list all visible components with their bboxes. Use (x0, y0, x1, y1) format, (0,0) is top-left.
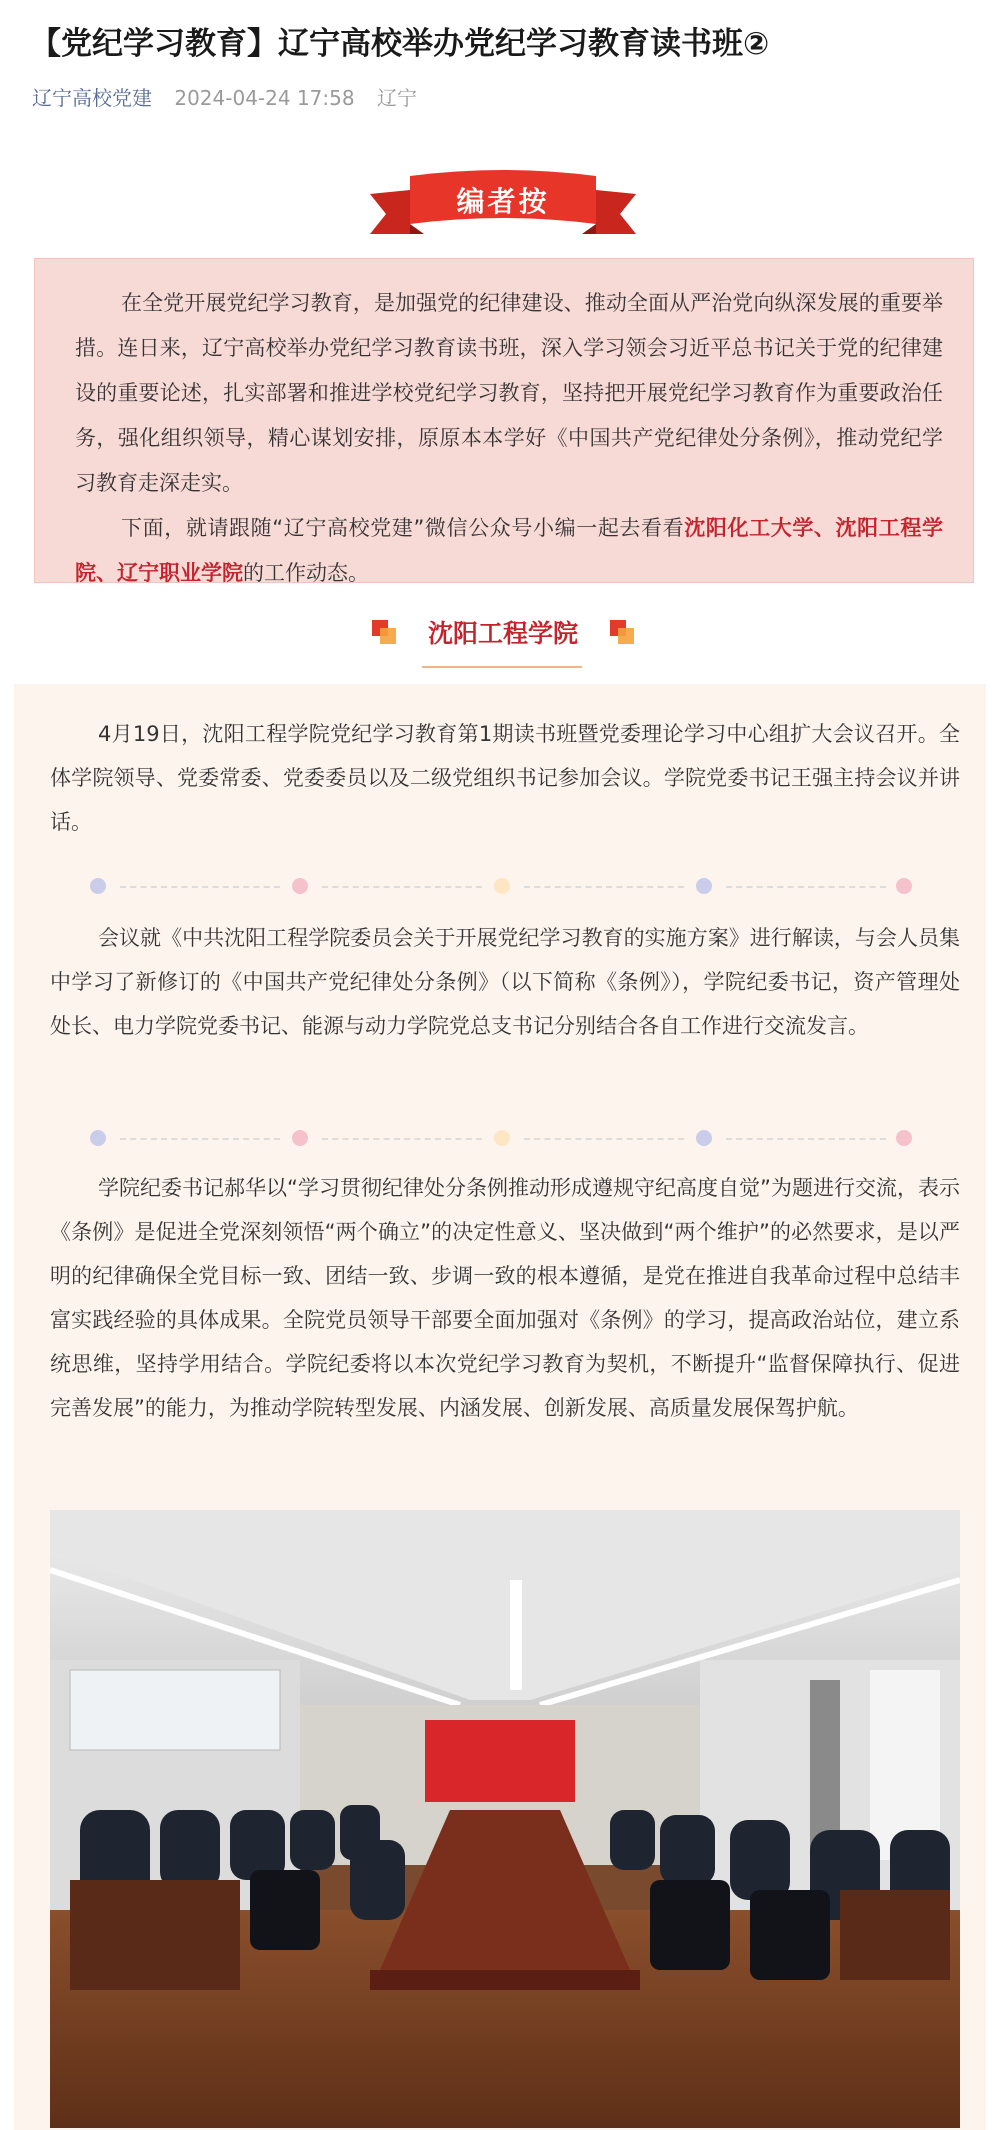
body-paragraph-1: 4月19日，沈阳工程学院党纪学习教育第1期读书班暨党委理论学习中心组扩大会议召开。全体学院领导、党委常委、党委委员以及二级党组织书记参加会议。学院党委书记王强主持会议并讲话。 (50, 722, 960, 834)
publish-datetime: 2024-04-24 17:58 (174, 86, 355, 110)
editor-note-ribbon (370, 168, 636, 244)
editor-note-paragraph-2 (75, 506, 943, 596)
body-paragraph-3: 学院纪委书记郝华以“学习贯彻纪律处分条例推动形成遵规守纪高度自觉”为题进行交流，表示《条例》是促进全党深刻领悟“两个确立”的决定性意义、坚决做到“两个维护”的必然要求，是以严明的纪律确保全党目标一致、团结一致、步调一致的根本遵循，是党在推进自我革命过程中总结丰富实践经验的具体成果。全院党员领导干部要全面加强对《条例》的学习，提高政治站位，建立系统思维，坚持学用结合。学院纪委将以本次党纪学习教育为契机，不断提升“监督保障执行、促进完善发展”的能力，为推动学院转型发展、内涵发展、创新发展、高质量发展保驾护航。 (50, 1176, 960, 1420)
dot-pink-icon (896, 1130, 912, 1146)
meeting-room-image (50, 1510, 960, 2128)
editor-note-paragraph-1: 在全党开展党纪学习教育，是加强党的纪律建设、推动全面从严治党向纵深发展的重要举措。连日来，辽宁高校举办党纪学习教育读书班，深入学习领会习近平总书记关于党的纪律建设的重要论述，扎实部署和推进学校党纪学习教育，坚持把开展党纪学习教育作为重要政治任务，强化组织领导，精心谋划安排，原原本本学好《中国共产党纪律处分条例》，推动党纪学习教育走深走实。 (75, 291, 943, 495)
article-title: 【党纪学习教育】辽宁高校举办党纪学习教育读书班② (30, 26, 770, 62)
dot-yellow-icon (494, 878, 510, 894)
square-icon (610, 620, 634, 644)
section-underline (422, 666, 582, 668)
dot-blue-icon (696, 1130, 712, 1146)
highlighted-schools: 沈阳化工大学、沈阳工程学院、辽宁职业学院 (75, 516, 943, 585)
body-paragraph-2: 会议就《中共沈阳工程学院委员会关于开展党纪学习教育的实施方案》进行解读，与会人员集中学习了新修订的《中国共产党纪律处分条例》（以下简称《条例》），学院纪委书记，资产管理处处长、电力学院党委书记、能源与动力学院党总支书记分别结合各自工作进行交流发言。 (50, 926, 960, 1038)
editor-note-suffix: 的工作动态。 (243, 561, 369, 585)
editor-note-prefix: 下面，就请跟随“辽宁高校党建”微信公众号小编一起去看看 (121, 516, 685, 540)
dot-pink-icon (896, 878, 912, 894)
dot-blue-icon (696, 878, 712, 894)
dot-yellow-icon (494, 1130, 510, 1146)
dot-pink-icon (292, 878, 308, 894)
dot-divider (90, 1128, 910, 1148)
dot-pink-icon (292, 1130, 308, 1146)
publish-region: 辽宁 (376, 86, 417, 110)
section-title: 沈阳工程学院 (427, 619, 578, 648)
editor-note-box (34, 258, 974, 583)
account-name-link[interactable]: 辽宁高校党建 (32, 86, 152, 110)
section-heading (370, 610, 636, 670)
article-meta (32, 82, 417, 111)
dot-blue-icon (90, 878, 106, 894)
editor-note-label: 编者按 (456, 185, 550, 218)
dot-blue-icon (90, 1130, 106, 1146)
dot-divider (90, 876, 910, 896)
meeting-photo[interactable] (50, 1510, 960, 2128)
